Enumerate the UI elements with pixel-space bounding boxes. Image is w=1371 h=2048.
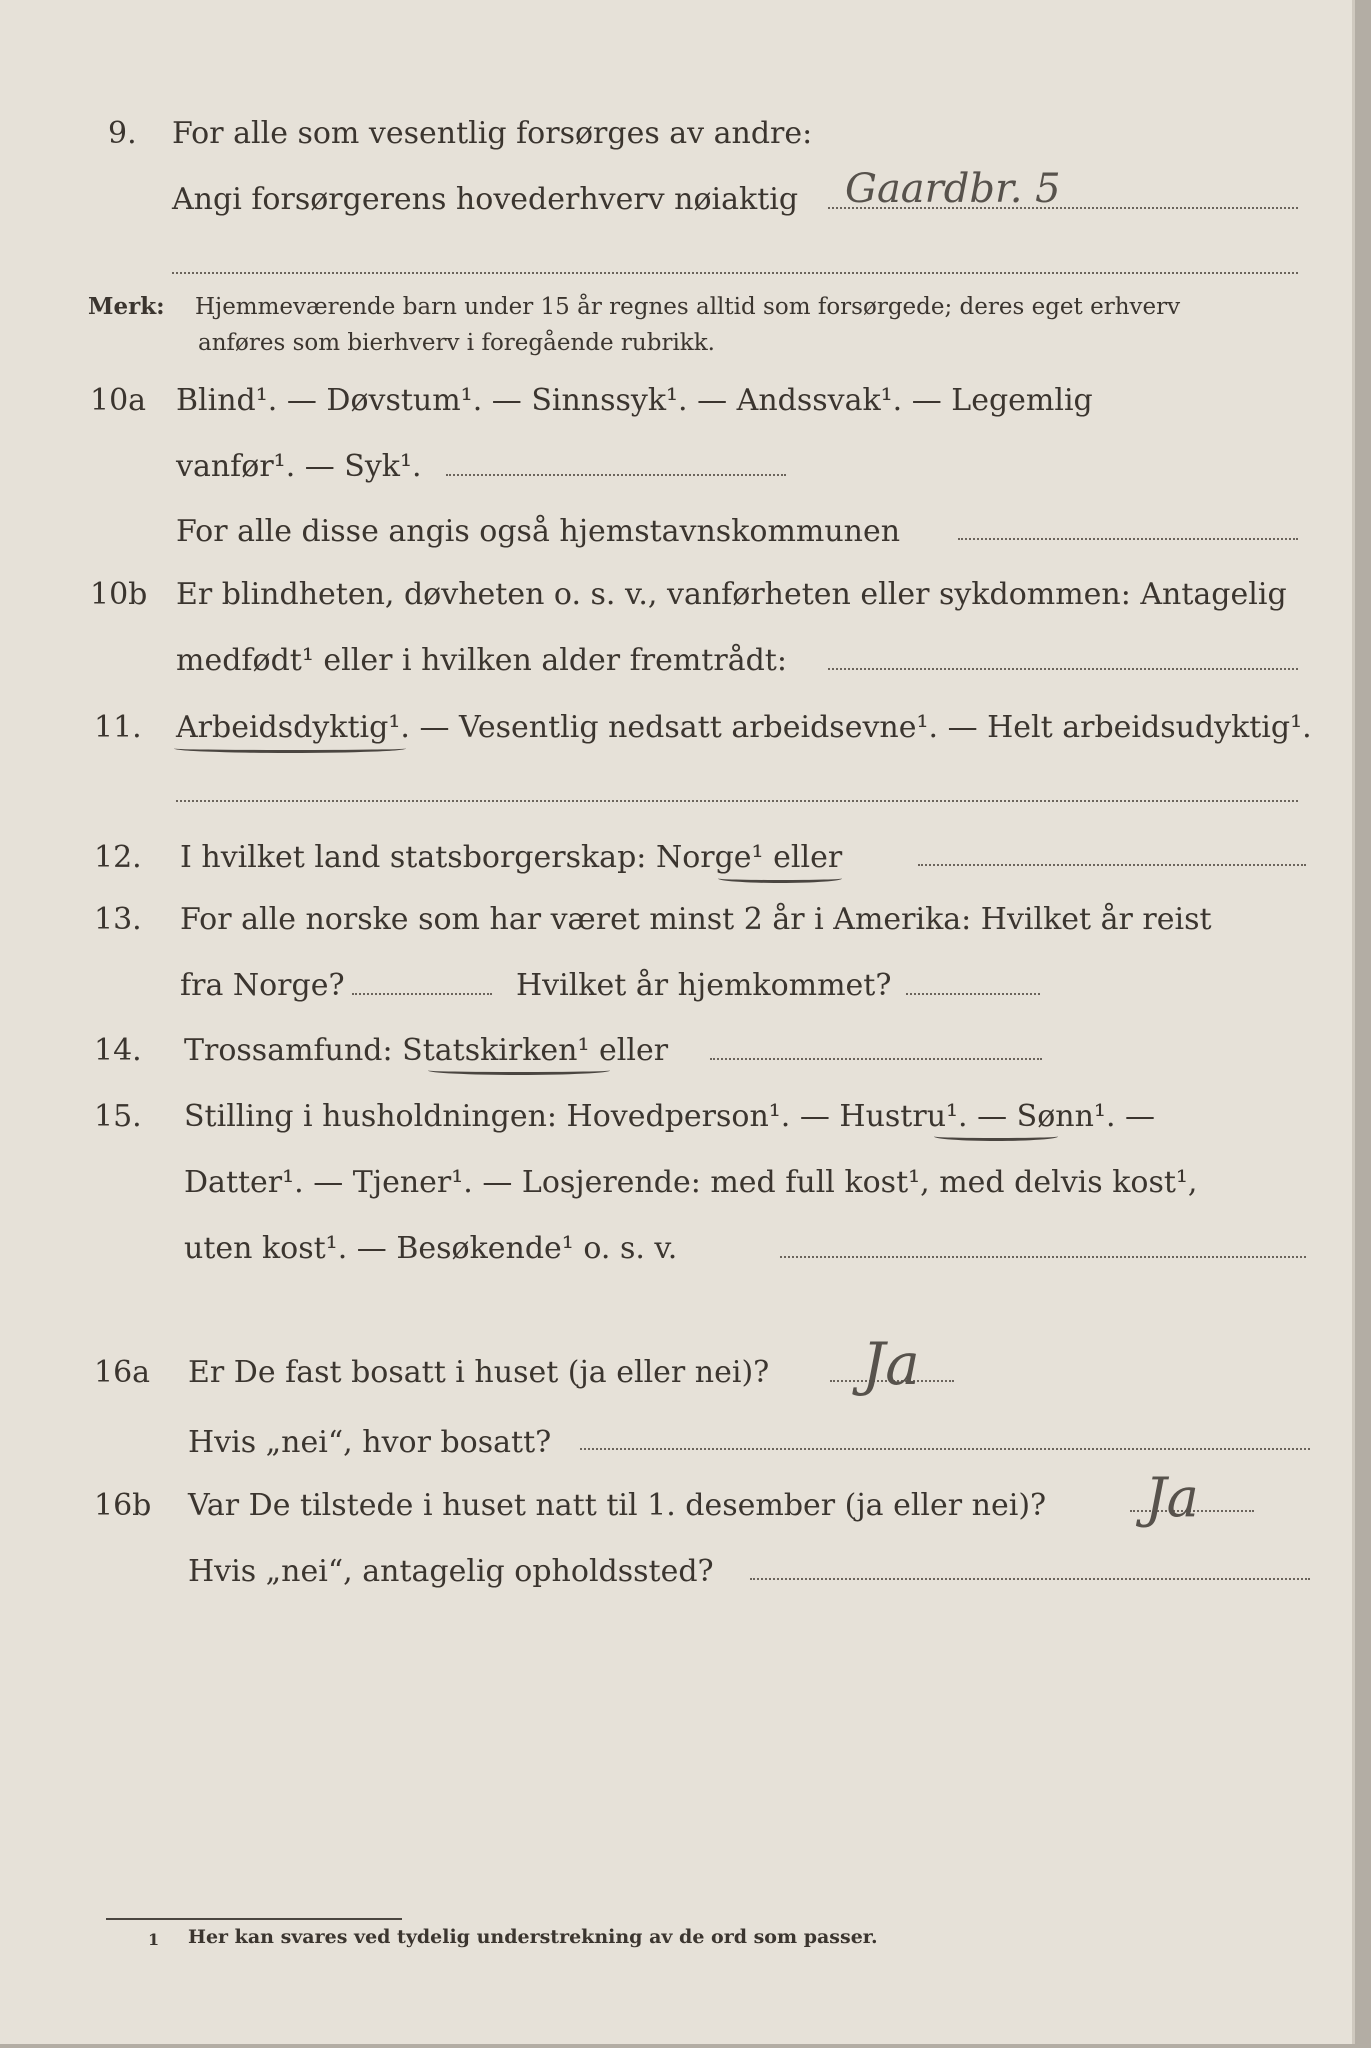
q15-line1-suffix: — Sønn¹. — xyxy=(977,1099,1156,1134)
q14-prefix: Trossamfund: xyxy=(184,1033,393,1068)
q13-hjemkommet-line xyxy=(906,993,1040,995)
q11-underline-mark xyxy=(174,744,406,753)
q12-line xyxy=(180,838,842,878)
q12-answer-line xyxy=(918,864,1306,866)
q10b-line1: Er blindheten, døvheten o. s. v., vanførheten eller sykdommen: Antagelig xyxy=(176,577,1287,612)
q15-line3: uten kost¹. — Besøkende¹ o. s. v. xyxy=(184,1231,678,1266)
q16b-opholdssted-line xyxy=(750,1578,1310,1580)
q15-line1 xyxy=(184,1097,1155,1137)
footnote-rule xyxy=(106,1918,402,1920)
q14-underline-mark xyxy=(428,1066,610,1075)
q11-extra-line xyxy=(176,800,1298,802)
q13-number: 13. xyxy=(94,902,142,937)
q16a-bosatt-line xyxy=(580,1448,1310,1450)
q13-line2a: fra Norge? xyxy=(180,968,345,1003)
q15-line1-prefix: Stilling i husholdningen: Hovedperson¹. — xyxy=(184,1099,830,1134)
q10a-line1: Blind¹. — Døvstum¹. — Sinnssyk¹. — Andssvak¹. — Legemlig xyxy=(176,383,1093,418)
q15-number: 15. xyxy=(94,1099,142,1134)
merk-label: Merk: xyxy=(88,293,165,320)
q10a-line3: For alle disse angis også hjemstavnskommunen xyxy=(176,514,901,549)
q10a-syk-line xyxy=(446,474,786,476)
q13-reist-line xyxy=(352,993,492,995)
merk-line1: Hjemmeværende barn under 15 år regnes alltid som forsørgede; deres eget erhverv xyxy=(195,294,1181,320)
q14-answer-line xyxy=(710,1058,1042,1060)
q14-suffix: eller xyxy=(599,1033,669,1068)
q12-prefix: I hvilket land statsborgerskap: xyxy=(180,840,647,875)
q9-line2: Angi forsørgerens hovederhverv nøiaktig xyxy=(172,182,799,217)
q12-suffix: eller xyxy=(773,840,843,875)
q15-option-hustru[interactable]: Hustru¹. xyxy=(839,1099,968,1134)
q15-underline-mark xyxy=(934,1132,1058,1141)
q9-extra-line xyxy=(172,272,1298,274)
q15-answer-line xyxy=(780,1256,1306,1258)
q12-underline-mark xyxy=(718,874,842,883)
q16b-handwritten-answer: Ja xyxy=(1145,1466,1199,1529)
q13-line2b: Hvilket år hjemkommet? xyxy=(516,968,892,1003)
q12-option-norge[interactable]: Norge¹ xyxy=(655,840,764,875)
q10a-number: 10a xyxy=(90,383,147,418)
q10a-line2: vanfør¹. — Syk¹. xyxy=(176,449,422,484)
q10b-number: 10b xyxy=(90,577,148,612)
q10b-line2: medfødt¹ eller i hvilken alder fremtrådt: xyxy=(176,643,787,678)
q13-line1: For alle norske som har været minst 2 år i Amerika: Hvilket år reist xyxy=(180,902,1212,937)
q14-option-statskirken[interactable]: Statskirken¹ xyxy=(402,1033,590,1068)
q12-number: 12. xyxy=(94,840,142,875)
q10a-kommune-line xyxy=(958,538,1298,540)
q11-line xyxy=(176,708,1312,748)
q16a-handwritten-answer: Ja xyxy=(862,1330,920,1398)
q16b-line2: Hvis „nei“, antagelig opholdssted? xyxy=(188,1554,714,1589)
q16b-number: 16b xyxy=(94,1488,152,1523)
q15-line2: Datter¹. — Tjener¹. — Losjerende: med full kost¹, med delvis kost¹, xyxy=(184,1165,1198,1200)
q10b-answer-line xyxy=(828,668,1298,670)
q11-option-arbeidsdyktig[interactable]: Arbeidsdyktig¹. xyxy=(176,710,410,745)
q16a-line1: Er De fast bosatt i huset (ja eller nei)? xyxy=(188,1355,770,1390)
q14-line xyxy=(184,1031,668,1071)
merk-line2: anføres som bierhverv i foregående rubrikk. xyxy=(198,330,715,356)
q16b-line1: Var De tilstede i huset natt til 1. desember (ja eller nei)? xyxy=(188,1488,1047,1523)
q9-number: 9. xyxy=(108,116,137,151)
q9-line1: For alle som vesentlig forsørges av andre: xyxy=(172,116,813,151)
q11-rest: — Vesentlig nedsatt arbeidsevne¹. — Helt arbeidsudyktig¹. xyxy=(419,710,1312,745)
footnote-text: Her kan svares ved tydelig understrekning av de ord som passer. xyxy=(188,1926,878,1948)
q9-handwritten-answer: Gaardbr. 5 xyxy=(845,166,1061,212)
footnote-mark: 1 xyxy=(148,1930,160,1949)
q14-number: 14. xyxy=(94,1033,142,1068)
q16a-line2: Hvis „nei“, hvor bosatt? xyxy=(188,1425,552,1460)
q16a-number: 16a xyxy=(94,1355,151,1390)
q11-number: 11. xyxy=(94,710,142,745)
